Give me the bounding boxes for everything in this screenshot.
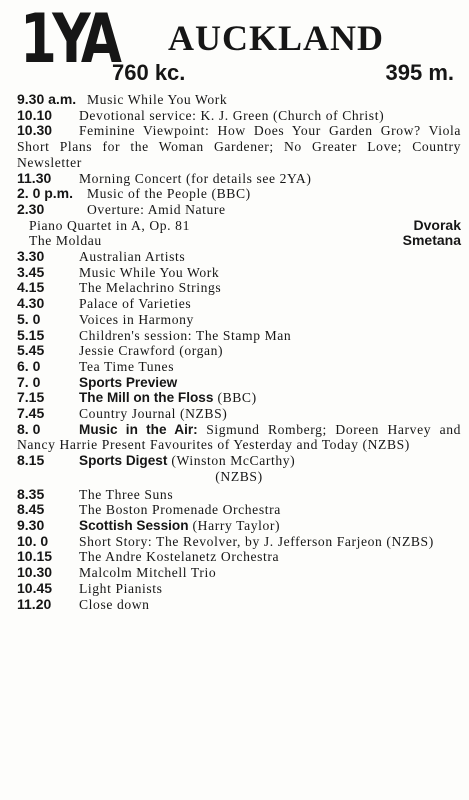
entry-time: 8. 0 xyxy=(17,420,41,437)
list-item xyxy=(17,92,461,108)
entry-text: The Andre Kostelanetz Orchestra xyxy=(79,549,280,565)
entry-time: 7. 0 xyxy=(17,373,41,390)
list-item xyxy=(17,202,461,218)
list-item xyxy=(17,328,461,344)
entry-time: 10. 0 xyxy=(17,532,49,549)
entry-time: 11.30 xyxy=(17,169,52,186)
composer: Smetana xyxy=(402,232,461,249)
entry-text: Music of the People (BBC) xyxy=(87,186,251,202)
entry-time: 11.20 xyxy=(17,595,52,612)
composer: Dvorak xyxy=(413,216,461,233)
list-item xyxy=(17,296,461,312)
list-item xyxy=(17,312,461,328)
entry-text: Country Journal (NZBS) xyxy=(79,406,228,422)
wavelength: 395 m. xyxy=(385,60,454,85)
entry-text: Short Story: The Revolver, by J. Jefferson Farjeon (NZBS) xyxy=(79,533,434,549)
list-item xyxy=(17,549,461,565)
entry-time: 5.15 xyxy=(17,326,45,343)
entry-text: Light Pianists xyxy=(79,580,163,596)
entry-time: 4.15 xyxy=(17,279,45,296)
programme-list xyxy=(17,92,461,612)
entry-time: 6. 0 xyxy=(17,357,41,374)
entry-text: Music While You Work xyxy=(79,264,220,280)
entry-highlight: Music in the Air: xyxy=(79,421,198,437)
entry-note: Sigmund Romberg; Doreen Harvey and Nancy Harrie Present Favourites of Yesterday and Today (NZBS) xyxy=(17,421,462,453)
entry-text xyxy=(17,518,461,534)
entry-text: Overture: Amid Nature xyxy=(87,201,226,217)
list-item xyxy=(17,123,461,170)
entry-text: Music While You Work xyxy=(87,92,228,107)
entry-text: The Melachrino Strings xyxy=(79,280,222,296)
entry-time: 5.45 xyxy=(17,342,45,359)
list-item xyxy=(17,422,461,453)
entry-time: 2.30 xyxy=(17,200,45,217)
entry-text: Tea Time Tunes xyxy=(79,358,175,374)
entry-text: Australian Artists xyxy=(79,249,186,265)
entry-time: 7.15 xyxy=(17,389,45,406)
entry-text: Children's session: The Stamp Man xyxy=(79,327,292,343)
entry-time: 8.35 xyxy=(17,485,45,502)
entry-time: 9.30 a.m. xyxy=(17,91,77,107)
work-title: Piano Quartet in A, Op. 81 xyxy=(29,217,190,233)
entry-note: (Harry Taylor) xyxy=(192,517,281,533)
entry-text: Malcolm Mitchell Trio xyxy=(79,565,217,581)
list-item xyxy=(17,502,461,518)
list-item xyxy=(17,280,461,296)
list-item xyxy=(17,343,461,359)
entry-text: Voices in Harmony xyxy=(79,311,194,327)
entry-time: 5. 0 xyxy=(17,310,41,327)
entry-text xyxy=(17,375,461,391)
list-item xyxy=(17,406,461,422)
entry-note: (BBC) xyxy=(217,390,257,406)
entry-text: Palace of Varieties xyxy=(79,296,192,312)
entry-time: 7.45 xyxy=(17,405,45,422)
entry-source: (NZBS) xyxy=(215,468,263,484)
list-item xyxy=(17,265,461,281)
entry-highlight: The Mill on the Floss xyxy=(79,390,214,406)
list-item xyxy=(17,518,461,534)
list-item xyxy=(17,565,461,581)
list-item xyxy=(17,487,461,503)
entry-highlight: Sports Preview xyxy=(79,374,178,390)
entry-text: Morning Concert (for details see 2YA) xyxy=(79,170,312,186)
entry-text: The Three Suns xyxy=(79,486,174,502)
entry-text xyxy=(17,422,461,453)
list-item xyxy=(17,453,461,484)
programme-detail-row xyxy=(17,218,461,234)
entry-time: 3.45 xyxy=(17,263,45,280)
list-item xyxy=(17,108,461,124)
entry-time: 10.10 xyxy=(17,106,53,123)
entry-text: Close down xyxy=(79,596,150,612)
entry-highlight: Sports Digest xyxy=(79,453,168,469)
entry-time: 8.45 xyxy=(17,501,45,518)
list-item xyxy=(17,171,461,187)
entry-time: 10.30 xyxy=(17,122,53,139)
entry-text xyxy=(17,453,461,469)
list-item xyxy=(17,390,461,406)
entry-time: 8.15 xyxy=(17,452,45,469)
entry-time: 9.30 xyxy=(17,516,45,533)
list-item xyxy=(17,534,461,550)
entry-time: 3.30 xyxy=(17,248,45,265)
entry-text: Devotional service: K. J. Green (Church of Christ) xyxy=(79,107,385,123)
station-header xyxy=(20,0,460,88)
list-item xyxy=(17,359,461,375)
list-item xyxy=(17,597,461,613)
entry-time: 4.30 xyxy=(17,295,45,312)
callsign: 1YA xyxy=(20,0,118,79)
entry-note: (Winston McCarthy) xyxy=(171,453,296,469)
list-item xyxy=(17,581,461,597)
entry-time: 10.30 xyxy=(17,564,53,581)
entry-time: 10.45 xyxy=(17,579,53,596)
entry-time: 10.15 xyxy=(17,548,53,565)
station-name: AUCKLAND xyxy=(168,18,385,58)
list-item xyxy=(17,186,461,202)
entry-text: Jessie Crawford (organ) xyxy=(79,343,224,359)
work-title: The Moldau xyxy=(29,233,102,249)
list-item xyxy=(17,249,461,265)
programme-detail-row xyxy=(17,233,461,249)
entry-time: 2. 0 p.m. xyxy=(17,185,74,202)
entry-text xyxy=(17,390,461,406)
entry-highlight: Scottish Session xyxy=(79,517,189,533)
entry-text: Feminine Viewpoint: How Does Your Garden Grow? Viola Short Plans for the Woman Gardener; No Greater Love; Country Newsletter xyxy=(17,123,461,170)
list-item xyxy=(17,375,461,391)
frequency: 760 kc. xyxy=(112,60,186,85)
entry-text: The Boston Promenade Orchestra xyxy=(79,502,281,518)
